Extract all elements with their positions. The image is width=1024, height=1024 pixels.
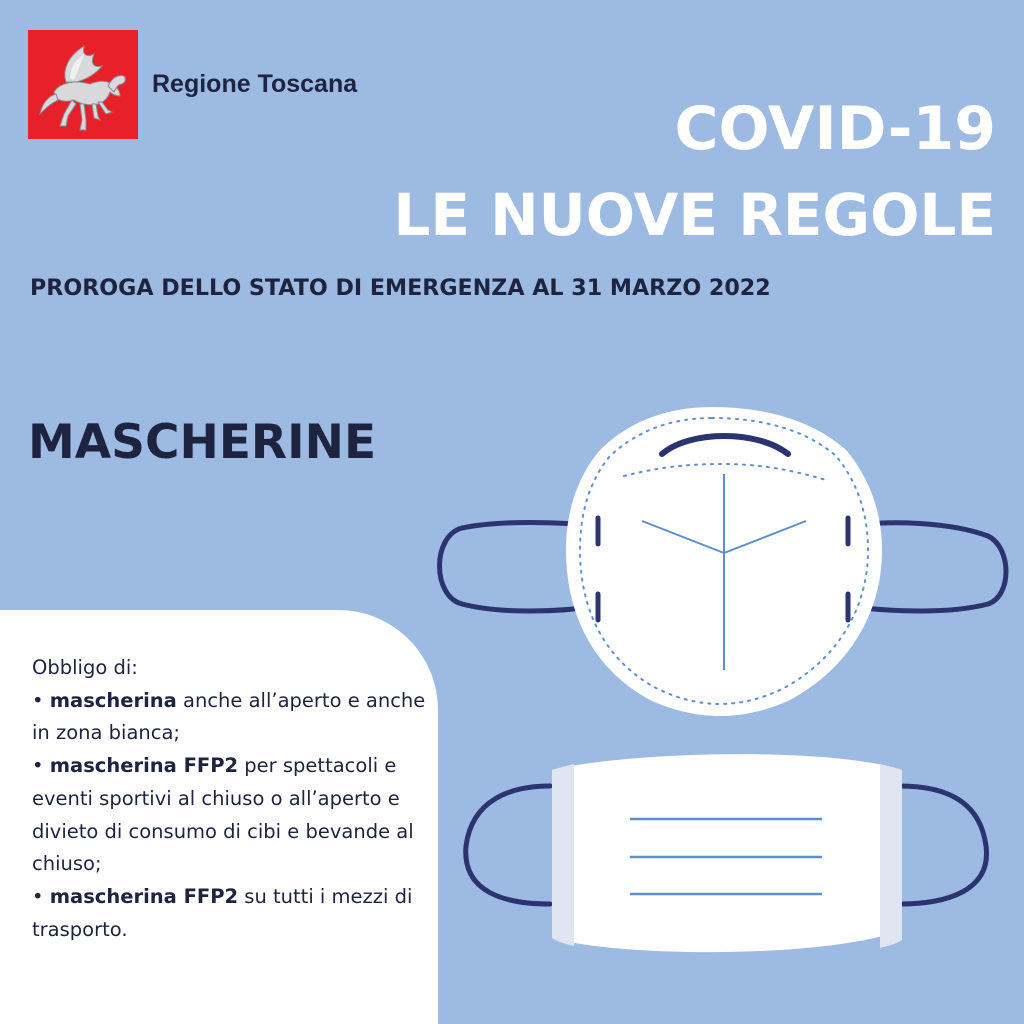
section-title: MASCHERINE (28, 415, 377, 470)
page-title-line1: COVID-19 (674, 94, 996, 164)
rule-item-text: anche all’aperto e anche in zona bianca; (32, 688, 426, 745)
page-subtitle: PROROGA DELLO STATO DI EMERGENZA AL 31 MARZO 2022 (30, 275, 771, 301)
bullet: • (32, 754, 44, 778)
bullet: • (32, 688, 44, 712)
rule-item (32, 685, 432, 750)
rule-item (32, 750, 432, 881)
rule-item (32, 881, 432, 946)
rule-item-text: su tutti i mezzi di trasporto. (32, 884, 413, 941)
bullet: • (32, 884, 44, 908)
rule-item-bold: mascherina FFP2 (49, 754, 239, 778)
rule-item-bold: mascherina FFP2 (49, 884, 239, 908)
region-name: Regione Toscana (152, 70, 358, 98)
surgical-mask-icon (466, 754, 987, 952)
ffp2-mask-icon (440, 407, 1007, 716)
page-title-line2: LE NUOVE REGOLE (393, 181, 996, 249)
rules-intro: Obbligo di: (32, 656, 138, 679)
rule-item-bold: mascherina (49, 688, 177, 712)
rules-content (32, 652, 432, 946)
rule-item-text: per spettacoli e eventi sportivi al chiuso o all’aperto e divieto di consumo di cibi e bevande al chiuso; (32, 754, 414, 876)
